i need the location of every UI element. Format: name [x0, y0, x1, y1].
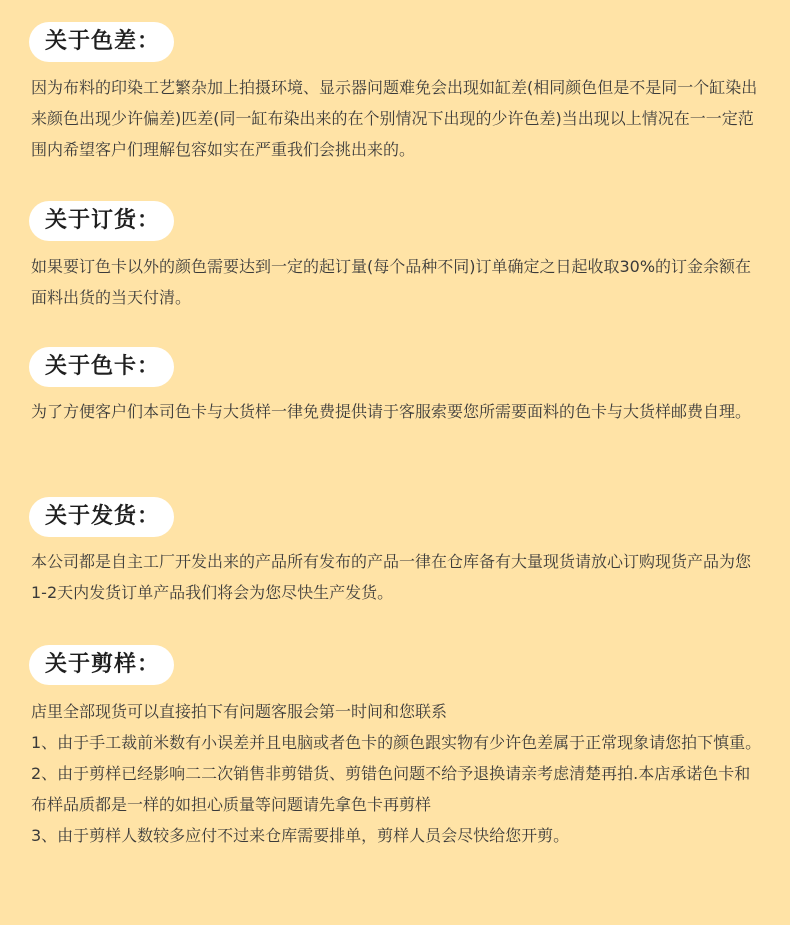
paragraph: 本公司都是自主工厂开发出来的产品所有发布的产品一律在仓库备有大量现货请放心订购现货产品为您1-2天内发货订单产品我们将会为您尽快生产发货。 [31, 552, 752, 602]
section-title: 关于发货： [29, 497, 174, 537]
paragraph: 因为布料的印染工艺繁杂加上拍摄环境、显示器问题难免会出现如缸差(相同颜色但是不是同一个缸染出来颜色出现少许偏差)匹差(同一缸布染出来的在个别情况下出现的少许色差)当出现以上情况在一一定范围内希望客户们理解包容如实在严重我们会挑出来的。 [31, 78, 758, 159]
section-body [31, 72, 766, 165]
section-title: 关于色差： [29, 22, 174, 62]
section-title: 关于订货： [29, 201, 174, 241]
paragraph: 2、由于剪样已经影响二二次销售非剪错货、剪错色问题不给予退换请亲考虑清楚再拍.本店承诺色卡和布样品质都是一样的如担心质量等问题请先拿色卡再剪样 [31, 764, 751, 814]
paragraph: 为了方便客户们本司色卡与大货样一律免费提供请于客服索要您所需要面料的色卡与大货样邮费自理。 [31, 402, 752, 421]
section-body [31, 396, 766, 427]
paragraph: 3、由于剪样人数较多应付不过来仓库需要排单，剪样人员会尽快给您开剪。 [31, 826, 570, 845]
section-body [31, 546, 766, 608]
section-title: 关于色卡： [29, 347, 174, 387]
section-body [31, 251, 766, 313]
paragraph: 1、由于手工裁前米数有小误差并且电脑或者色卡的颜色跟实物有少许色差属于正常现象请您拍下慎重。 [31, 733, 762, 752]
paragraph: 店里全部现货可以直接拍下有问题客服会第一时间和您联系 [31, 702, 448, 721]
section-body [31, 696, 766, 851]
section-title: 关于剪样： [29, 645, 174, 685]
paragraph: 如果要订色卡以外的颜色需要达到一定的起订量(每个品种不同)订单确定之日起收取30%的订金余额在面料出货的当天付清。 [31, 257, 752, 307]
